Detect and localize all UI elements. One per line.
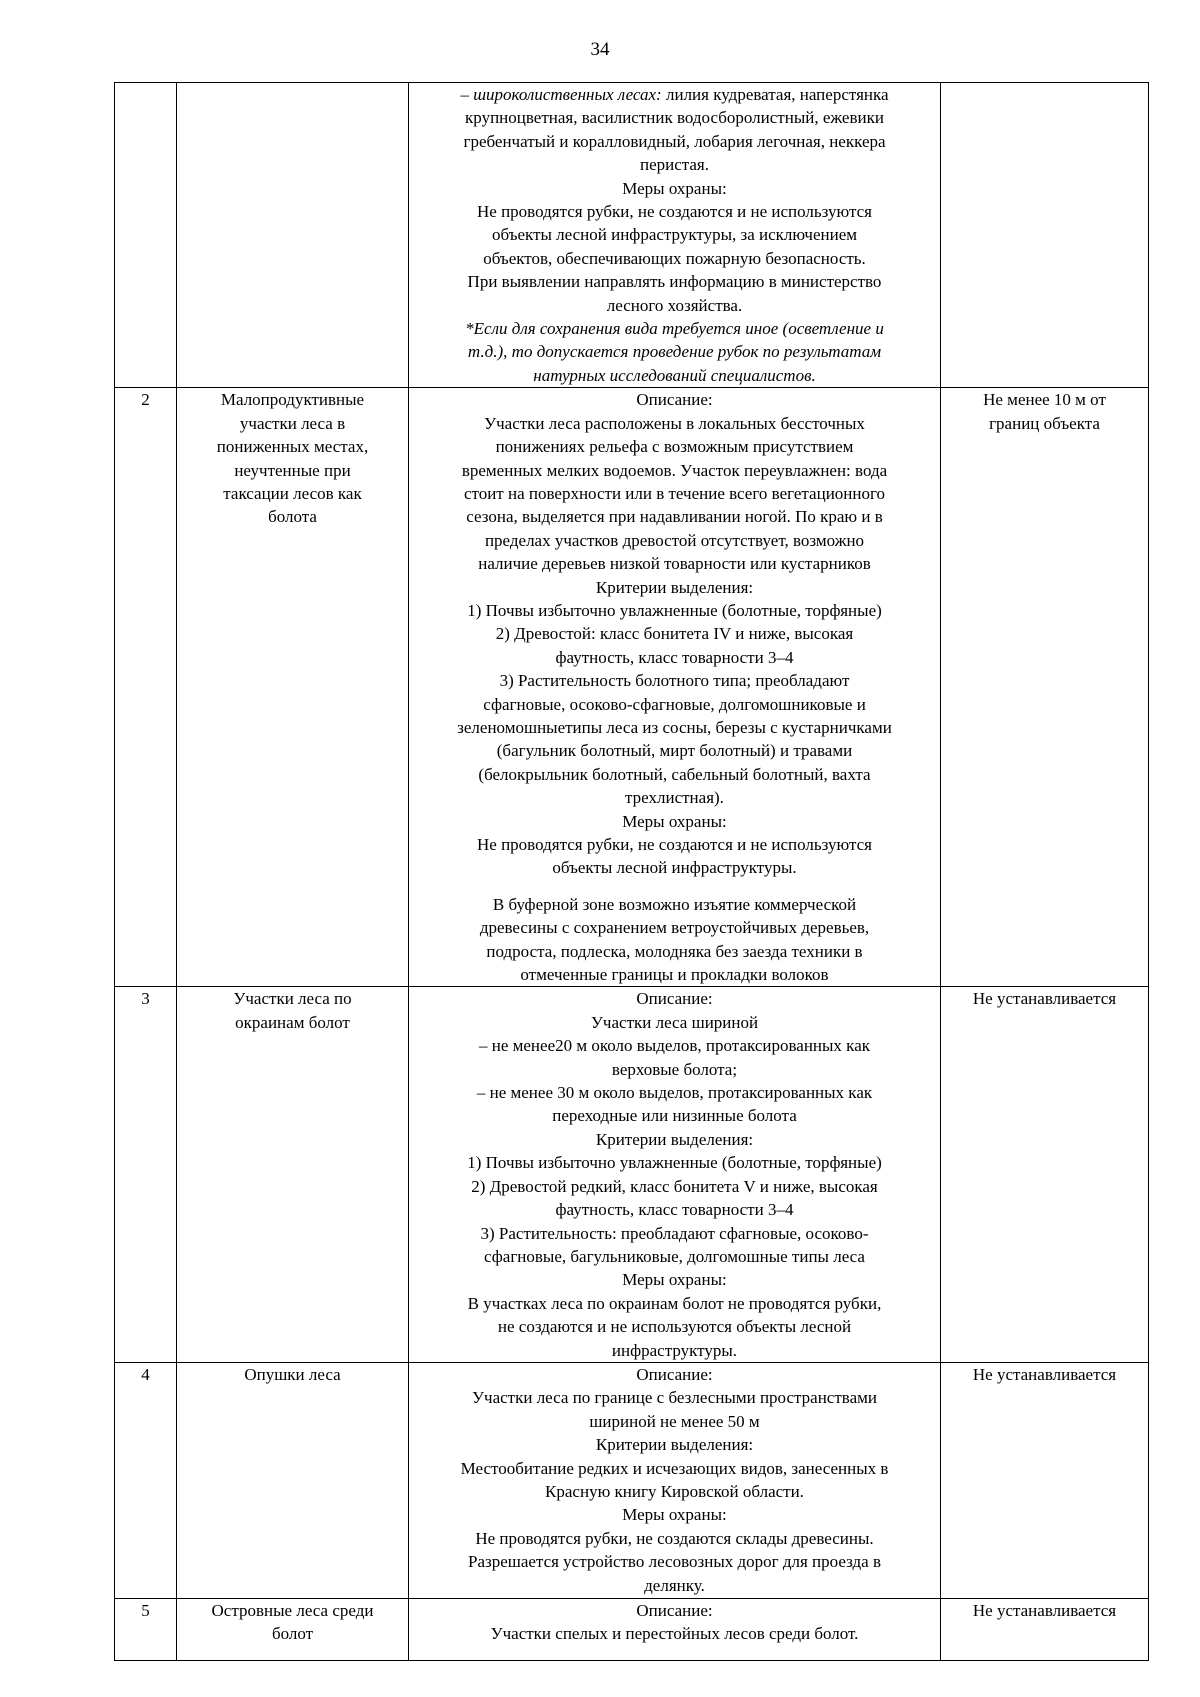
row-number-cell: [115, 987, 177, 1363]
description-cell: [409, 987, 941, 1363]
description-line: Критерии выделения:: [595, 577, 754, 597]
description-line: Описание:: [636, 989, 713, 1009]
description-line: – не менее 30 м около выделов, протаксированных как: [476, 1083, 873, 1103]
description-line: делянку.: [644, 1575, 705, 1595]
object-name-cell: [177, 1362, 409, 1598]
description-line: (багульник болотный, мирт болотный) и травами: [496, 741, 853, 761]
description-line: временных мелких водоемов. Участок переувлажнен: вода: [461, 460, 888, 480]
object-name-line: неучтенные при: [234, 460, 351, 480]
description-line: древесины с сохранением ветроустойчивых деревьев,: [479, 918, 870, 938]
table-row: [115, 388, 1149, 987]
description-line: понижениях рельефа с возможным присутствием: [495, 437, 854, 457]
description-line: наличие деревьев низкой товарности или кустарников: [478, 554, 871, 574]
description-line: Описание:: [636, 390, 713, 410]
description-line: переходные или низинные болота: [552, 1106, 797, 1126]
object-name-line: Малопродуктивные: [220, 390, 365, 410]
description-line: – не менее20 м около выделов, протаксированных как: [478, 1036, 870, 1056]
description-line: зеленомошныетипы леса из сосны, березы с кустарничками: [457, 717, 892, 737]
description-line: В участках леса по окраинам болот не проводятся рубки,: [467, 1293, 882, 1313]
description-line: верховые болота;: [611, 1059, 738, 1079]
description-line: фаутность, класс товарности 3–4: [555, 1200, 794, 1220]
description-line: объектов, обеспечивающих пожарную безопасность.: [483, 248, 866, 268]
buffer-zone-line: Не устанавливается: [972, 1364, 1117, 1384]
description-line: гребенчатый и коралловидный, лобария легочная, неккера: [463, 131, 886, 151]
description-line: Описание:: [636, 1364, 713, 1384]
description-line: отмеченные границы и прокладки волоков: [520, 965, 829, 985]
buffer-zone-line: границ объекта: [989, 413, 1100, 433]
description-line: 1) Почвы избыточно увлажненные (болотные, торфяные): [467, 600, 882, 620]
object-name-line: болота: [268, 507, 317, 527]
row-number-cell: [115, 388, 177, 987]
row-number-cell: [115, 1598, 177, 1660]
description-cell: [409, 1598, 941, 1660]
description-line: инфраструктуры.: [611, 1340, 738, 1360]
object-name-line: участки леса в: [239, 413, 346, 433]
description-line: Описание:: [636, 1600, 713, 1620]
row-number: 5: [141, 1600, 150, 1620]
description-text: лилия кудреватая, наперстянка: [661, 85, 889, 104]
description-line: Участки леса шириной: [590, 1012, 759, 1032]
description-cell: [409, 388, 941, 987]
object-name-line: таксации лесов как: [223, 483, 362, 503]
description-line: сфагновые, осоково-сфагновые, долгомошниковые и: [483, 694, 866, 714]
description-line: объекты лесной инфраструктуры.: [552, 858, 797, 878]
buffer-zone-cell: [941, 83, 1149, 388]
description-line: Не проводятся рубки, не создаются и не используются: [477, 835, 872, 854]
description-line: пределах участков древостой отсутствует, возможно: [484, 530, 865, 550]
description-line: Участки леса расположены в локальных бессточных: [484, 413, 865, 433]
description-line: перистая.: [639, 155, 710, 175]
row-number-cell: [115, 83, 177, 388]
buffer-zone-cell: [941, 388, 1149, 987]
description-line: 3) Растительность болотного типа; преобладают: [499, 671, 850, 691]
description-line: стоит на поверхности или в течение всего вегетационного: [463, 483, 886, 503]
description-cell: [409, 1362, 941, 1598]
object-name-cell: [177, 83, 409, 388]
object-name-cell: [177, 388, 409, 987]
table-row: [115, 987, 1149, 1363]
table-row: [115, 1598, 1149, 1660]
description-line: Красную книгу Кировской области.: [545, 1481, 804, 1501]
row-number: 3: [141, 989, 150, 1009]
row-number: 4: [141, 1364, 150, 1384]
buffer-zone-cell: [941, 1598, 1149, 1660]
description-line: Критерии выделения:: [595, 1129, 754, 1149]
description-line: Участки спелых и перестойных лесов среди болот.: [490, 1624, 859, 1644]
description-line: [412, 83, 937, 106]
description-line: Не проводятся рубки, не создаются склады древесины.: [475, 1528, 874, 1548]
buffer-zone-line: Не менее 10 м от: [983, 390, 1106, 410]
object-name-line: болот: [271, 1624, 314, 1644]
description-line: Меры охраны:: [622, 811, 727, 831]
buffer-zone-cell: [941, 987, 1149, 1363]
buffer-zone-line: Не устанавливается: [972, 989, 1117, 1009]
description-line: Критерии выделения:: [595, 1435, 754, 1455]
description-line: Меры охраны:: [622, 1505, 727, 1525]
description-line: трехлистная).: [625, 788, 724, 808]
row-number-cell: [115, 1362, 177, 1598]
description-line: (белокрыльник болотный, сабельный болотный, вахта: [478, 764, 871, 784]
buffer-zone-cell: [941, 1362, 1149, 1598]
description-line: крупноцветная, василистник водосборолистный, ежевики: [465, 108, 884, 128]
description-line: сфагновые, багульниковые, долгомошные типы леса: [484, 1246, 865, 1266]
object-name-line: Участки леса по: [233, 989, 352, 1009]
description-line: шириной не менее 50 м: [589, 1411, 760, 1431]
description-line: Местообитание редких и исчезающих видов, занесенных в: [460, 1458, 889, 1478]
description-italic-prefix: – широколиственных лесах:: [460, 85, 662, 104]
description-line: 3) Растительность: преобладают сфагновые, осоково-: [480, 1223, 869, 1243]
description-line: объекты лесной инфраструктуры, за исключением: [491, 225, 858, 245]
object-name-line: пониженных местах,: [216, 437, 369, 457]
description-line: Не проводятся рубки, не создаются и не используются: [477, 202, 872, 222]
table-row: [115, 1362, 1149, 1598]
description-line: т.д.), то допускается проведение рубок по результатам: [467, 342, 882, 362]
description-line: Меры охраны:: [622, 1270, 727, 1290]
description-line: Меры охраны:: [622, 178, 727, 198]
row-number: 2: [141, 390, 150, 410]
habitat-table: [114, 82, 1149, 1661]
description-line: сезона, выделяется при надавливании ногой. По краю и в: [466, 507, 883, 527]
description-line: фаутность, класс товарности 3–4: [555, 647, 794, 667]
description-cell: [409, 83, 941, 388]
object-name-line: окраинам болот: [235, 1012, 350, 1032]
description-line: *Если для сохранения вида требуется иное (осветление и: [465, 319, 884, 339]
description-line: 2) Древостой редкий, класс бонитета V и ниже, высокая: [471, 1176, 878, 1196]
buffer-zone-line: Не устанавливается: [972, 1600, 1117, 1620]
paragraph-gap: [412, 880, 937, 893]
description-line: Участки леса по границе с безлесными пространствами: [471, 1388, 877, 1408]
description-line: не создаются и не используются объекты лесной: [497, 1317, 852, 1337]
table-row: [115, 83, 1149, 388]
page-number: 34: [590, 39, 610, 60]
description-line: 2) Древостой: класс бонитета IV и ниже, высокая: [495, 624, 854, 644]
description-line: натурных исследований специалистов.: [533, 365, 816, 385]
object-name-cell: [177, 1598, 409, 1660]
description-line: Разрешается устройство лесовозных дорог для проезда в: [467, 1552, 881, 1572]
description-line: В буферной зоне возможно изъятие коммерческой: [492, 894, 857, 914]
object-name-line: Островные леса среди: [211, 1600, 374, 1620]
object-name-line: Опушки леса: [244, 1364, 341, 1384]
description-line: подроста, подлеска, молодняка без заезда техники в: [486, 941, 863, 961]
description-line: лесного хозяйства.: [606, 295, 743, 315]
description-line: 1) Почвы избыточно увлажненные (болотные, торфяные): [467, 1153, 882, 1173]
table-body: [115, 83, 1149, 1661]
description-line: При выявлении направлять информацию в министерство: [467, 272, 882, 292]
object-name-cell: [177, 987, 409, 1363]
